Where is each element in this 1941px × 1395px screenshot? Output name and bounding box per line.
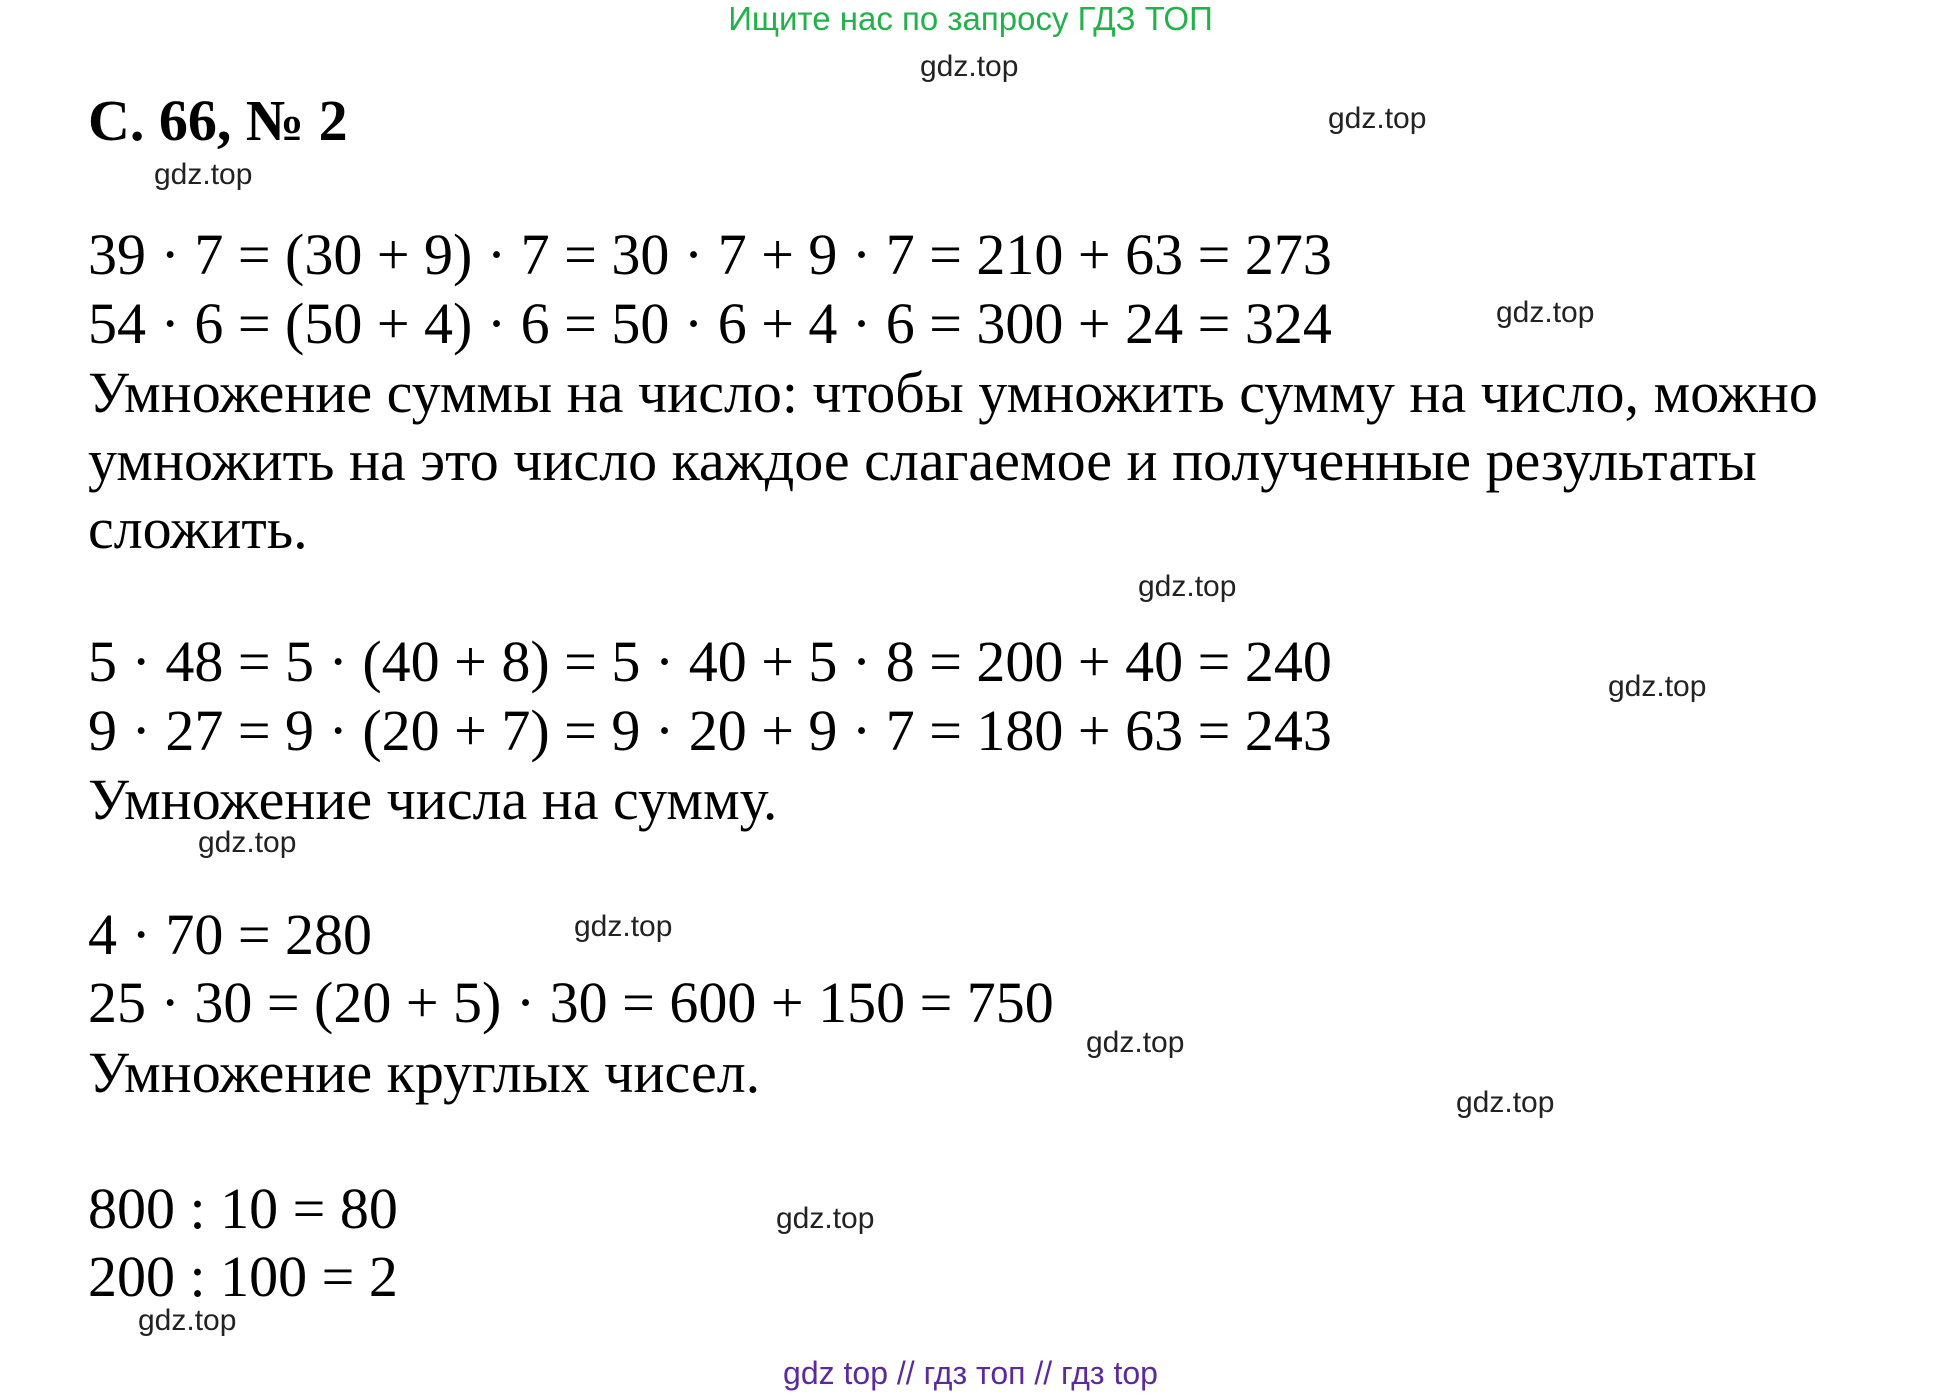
equation-line: 200 : 100 = 2 [88, 1244, 398, 1309]
watermark: gdz.top [138, 1304, 237, 1337]
watermark: gdz.top [776, 1202, 875, 1235]
equation-line: 39 · 7 = (30 + 9) · 7 = 30 · 7 + 9 · 7 = 210 + 63 = 273 [88, 222, 1332, 287]
equation-line: 9 · 27 = 9 · (20 + 7) = 9 · 20 + 9 · 7 = 180 + 63 = 243 [88, 698, 1332, 763]
rule-text: сложить. [88, 496, 308, 561]
watermark: gdz.top [1496, 296, 1595, 329]
watermark: gdz.top [1608, 670, 1707, 703]
watermark: gdz.top [1456, 1086, 1555, 1119]
watermark: gdz.top [920, 50, 1019, 83]
rule-text: умножить на это число каждое слагаемое и полученные результаты [88, 428, 1757, 493]
watermark: gdz.top [1086, 1026, 1185, 1059]
watermark: gdz.top [574, 910, 673, 943]
equation-line: 25 · 30 = (20 + 5) · 30 = 600 + 150 = 750 [88, 970, 1054, 1035]
equation-line: 4 · 70 = 280 [88, 902, 373, 967]
watermark: gdz.top [1138, 570, 1237, 603]
rule-text: Умножение суммы на число: чтобы умножить сумму на число, можно [88, 360, 1818, 425]
equation-line: 5 · 48 = 5 · (40 + 8) = 5 · 40 + 5 · 8 = 200 + 40 = 240 [88, 629, 1332, 694]
equation-line: 54 · 6 = (50 + 4) · 6 = 50 · 6 + 4 · 6 = 300 + 24 = 324 [88, 291, 1332, 356]
watermark: gdz.top [154, 158, 253, 191]
equation-line: 800 : 10 = 80 [88, 1176, 398, 1241]
rule-text: Умножение круглых чисел. [88, 1040, 761, 1105]
watermark: gdz.top [198, 826, 297, 859]
watermark: gdz.top [1328, 102, 1427, 135]
search-banner: Ищите нас по запросу ГДЗ ТОП [728, 0, 1213, 37]
rule-text: Умножение числа на сумму. [88, 767, 778, 832]
page-title: С. 66, № 2 [88, 88, 348, 153]
footer-links: gdz top // гдз топ // гдз top [783, 1355, 1158, 1391]
